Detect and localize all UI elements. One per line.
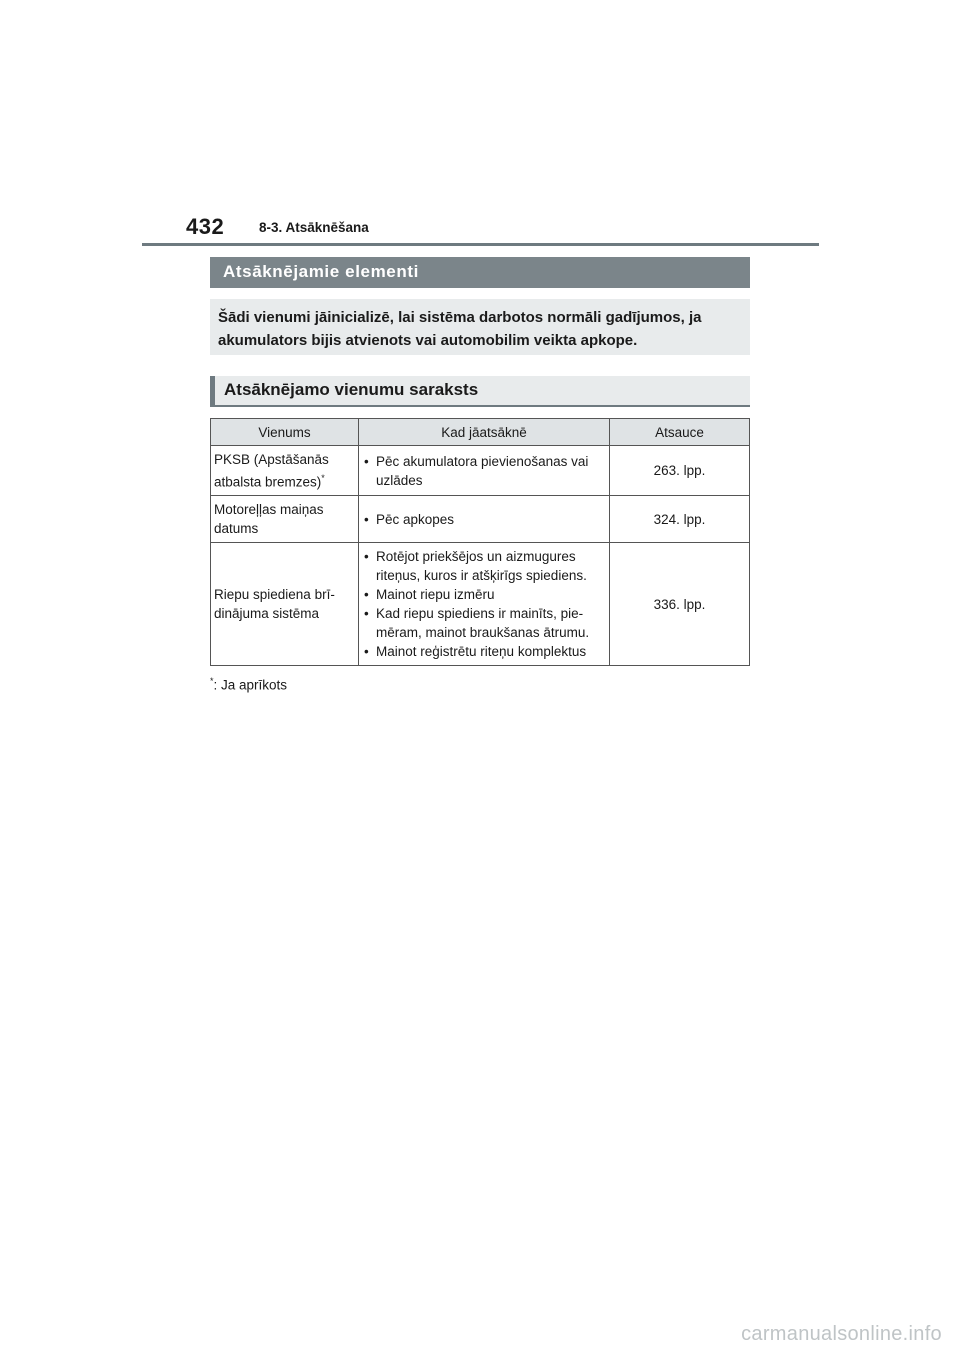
section-title: 8-3. Atsāknēšana <box>259 220 369 235</box>
list-item: • Rotējot priekšējos un aizmugures riteņus, kuros ir atšķirīgs spiediens. <box>362 547 606 585</box>
item-name: Riepu spiediena brī- dinājuma sistēma <box>214 587 335 621</box>
when-cell <box>359 446 610 496</box>
when-cell <box>359 543 610 666</box>
page-number: 432 <box>186 214 225 239</box>
item-cell <box>211 543 359 666</box>
item-cell <box>211 496 359 543</box>
reference-cell: 263. lpp. <box>610 446 750 496</box>
footnote-text: : Ja aprīkots <box>213 677 288 693</box>
footnote-mark: * <box>321 472 325 483</box>
table-row <box>211 543 750 666</box>
column-header-item: Vienums <box>211 419 359 446</box>
watermark: carmanualsonline.info <box>741 1323 942 1345</box>
list-item: • Pēc apkopes <box>362 510 606 529</box>
list-item: • Pēc akumulatora pievienošanas vai uzlādes <box>362 452 606 490</box>
list-item: • Mainot reģistrētu riteņu komplektus <box>362 642 606 661</box>
table-row <box>211 496 750 543</box>
item-cell <box>211 446 359 496</box>
item-name: PKSB (Apstāšanās atbalsta bremzes) <box>214 451 329 490</box>
item-name: Motoreļļas maiņas datums <box>214 502 324 536</box>
column-header-when: Kad jāatsāknē <box>359 419 610 446</box>
footnote <box>210 676 287 693</box>
reference-cell: 324. lpp. <box>610 496 750 543</box>
section-heading: Atsāknējamie elementi <box>210 257 750 288</box>
table-header-row <box>211 419 750 446</box>
intro-text: Šādi vienumi jāinicializē, lai sistēma darbotos normāli gadījumos, ja akumulators bijis atvienots vai automobilim veikta apkope. <box>210 299 750 355</box>
header-divider <box>142 243 819 246</box>
list-item: • Mainot riepu izmēru <box>362 585 606 604</box>
list-item: • Kad riepu spiediens ir mainīts, pie- mēram, mainot braukšanas ātrumu. <box>362 604 606 642</box>
reference-cell: 336. lpp. <box>610 543 750 666</box>
table-row <box>211 446 750 496</box>
column-header-reference: Atsauce <box>610 419 750 446</box>
footnote-mark: * <box>210 676 214 686</box>
reset-items-table <box>210 418 750 666</box>
list-subheading: Atsāknējamo vienumu saraksts <box>210 376 750 407</box>
when-cell <box>359 496 610 543</box>
